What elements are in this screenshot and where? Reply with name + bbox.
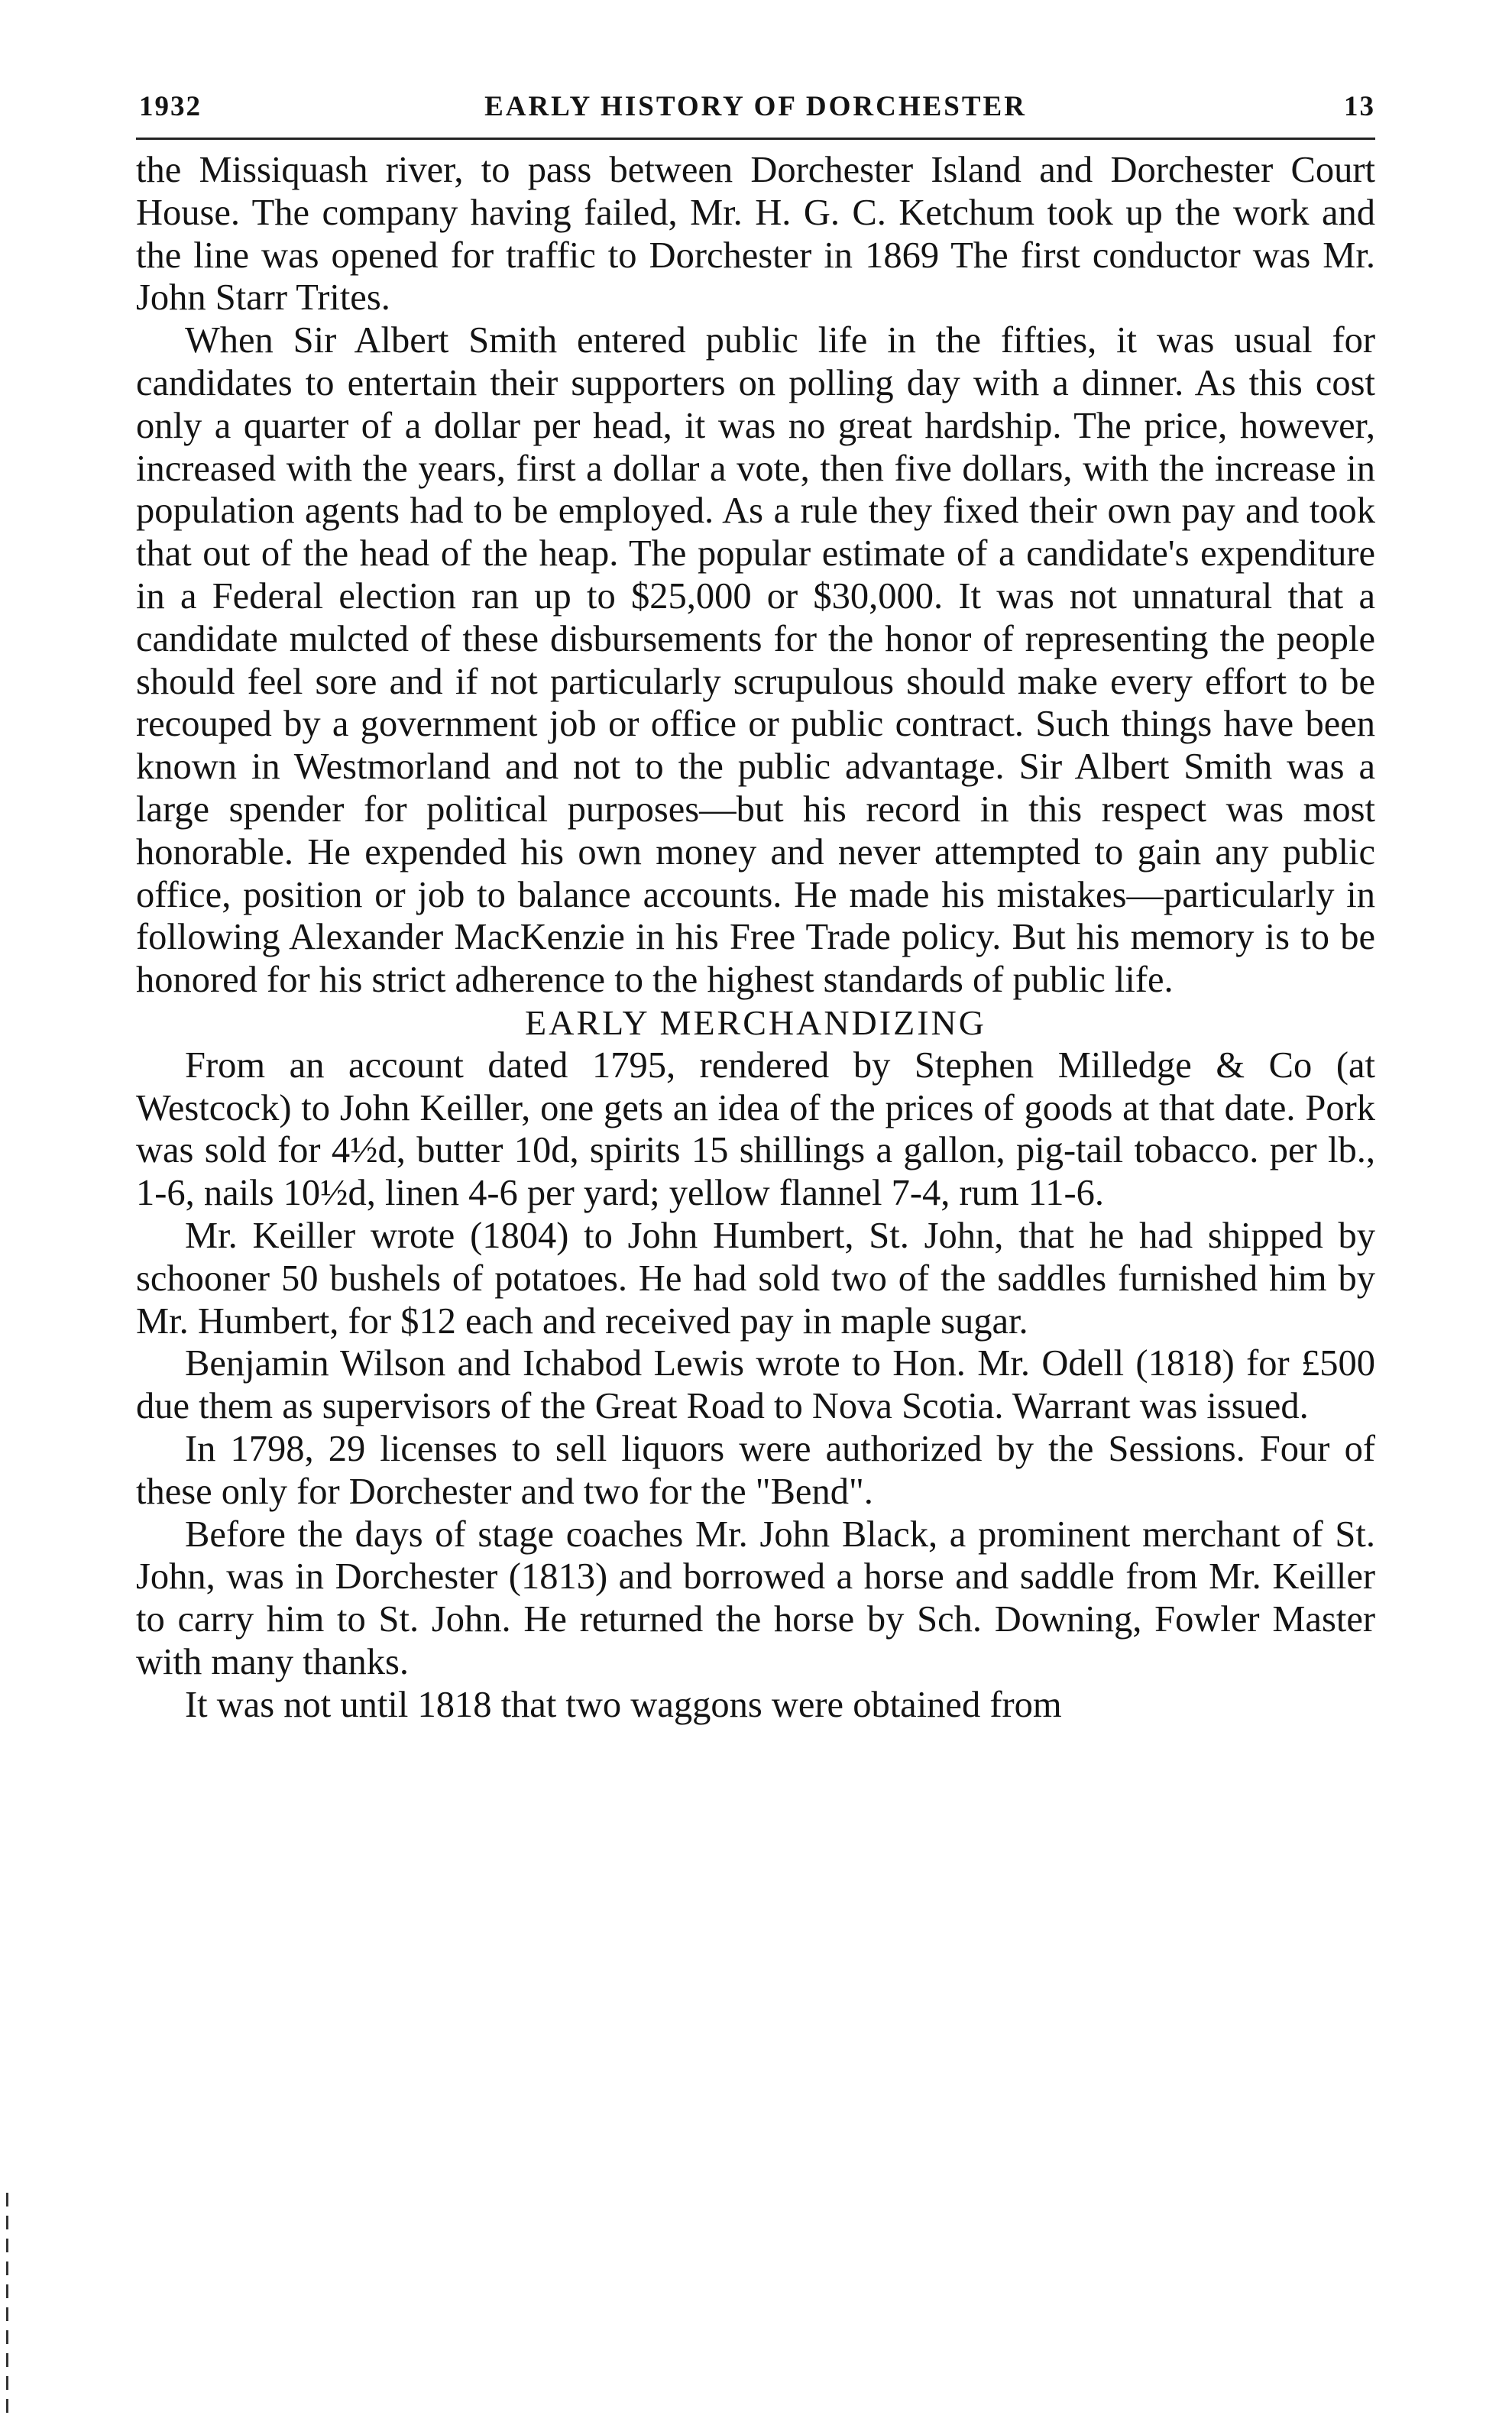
paragraph-prices: From an account dated 1795, rendered by Stephen Milledge & Co (at Westcock) to John Keiller, one gets an idea of the prices of goods at that date. Pork was sold for 4½d, butter 10d, spirits 15 shillings a gallon, pig-tail tobacco. per lb., 1-6, nails 10½d, linen 4-6 per yard; yellow flannel 7-4, rum 11-6. — [136, 1044, 1375, 1214]
running-header — [136, 90, 1375, 136]
paragraph-licenses: In 1798, 29 licenses to sell liquors were authorized by the Sessions. Four of these only for Dorchester and two for the "Bend". — [136, 1428, 1375, 1512]
paragraph-albert-smith: When Sir Albert Smith entered public life in the fifties, it was usual for candidates to entertain their supporters on polling day with a dinner. As this cost only a quarter of a dollar per head, it was no great hardship. The price, however, increased with the years, first a dollar a vote, then five dollars, with the increase in population agents had to be employed. As a rule they fixed their own pay and took that out of the head of the heap. The popular estimate of a candidate's expenditure in a Federal election ran up to $25,000 or $30,000. It was not unnatural that a candidate mulcted of these disbursements for the honor of representing the people should feel sore and if not particularly scrupulous should make every effort to be recouped by a government job or office or public contract. Such things have been known in Westmorland and not to the public advantage. Sir Albert Smith was a large spender for political purposes—but his record in this respect was most honorable. He expended his own money and never attempted to gain any public office, position or job to balance accounts. He made his mistakes—particularly in following Alexander MacKenzie in his Free Trade policy. But his memory is to be honored for his strict adherence to the highest standards of public life. — [136, 320, 1375, 1001]
page-number: 13 — [1344, 91, 1375, 122]
scan-margin-mark — [6, 2193, 8, 2422]
paragraph-keiller-letter: Mr. Keiller wrote (1804) to John Humbert, St. John, that he had shipped by schooner 50 bushels of potatoes. He had sold two of the saddles furnished him by Mr. Humbert, for $12 each and received pay in maple sugar. — [136, 1215, 1375, 1342]
page-body — [136, 149, 1375, 1726]
section-heading: EARLY MERCHANDIZING — [525, 1002, 986, 1042]
document-page — [136, 90, 1375, 1726]
header-year: 1932 — [139, 91, 202, 122]
header-rule — [136, 138, 1375, 140]
paragraph-wilson-lewis: Benjamin Wilson and Ichabod Lewis wrote to Hon. Mr. Odell (1818) for £500 due them as supervisors of the Great Road to Nova Scotia. Warrant was issued. — [136, 1343, 1375, 1427]
paragraph-john-black: Before the days of stage coaches Mr. John Black, a prominent merchant of St. John, was in Dorchester (1813) and borrowed a horse and saddle from Mr. Keiller to carry him to St. John. He returned the horse by Sch. Downing, Fowler Master with many thanks. — [136, 1514, 1375, 1682]
paragraph-waggons: It was not until 1818 that two waggons were obtained from — [185, 1684, 1062, 1725]
header-title: EARLY HISTORY OF DORCHESTER — [484, 91, 1027, 122]
paragraph-continued: the Missiquash river, to pass between Dorchester Island and Dorchester Court House. The company having failed, Mr. H. G. C. Ketchum took up the work and the line was opened for traffic to Dorchester in 1869 The first conductor was Mr. John Starr Trites. — [136, 150, 1375, 319]
